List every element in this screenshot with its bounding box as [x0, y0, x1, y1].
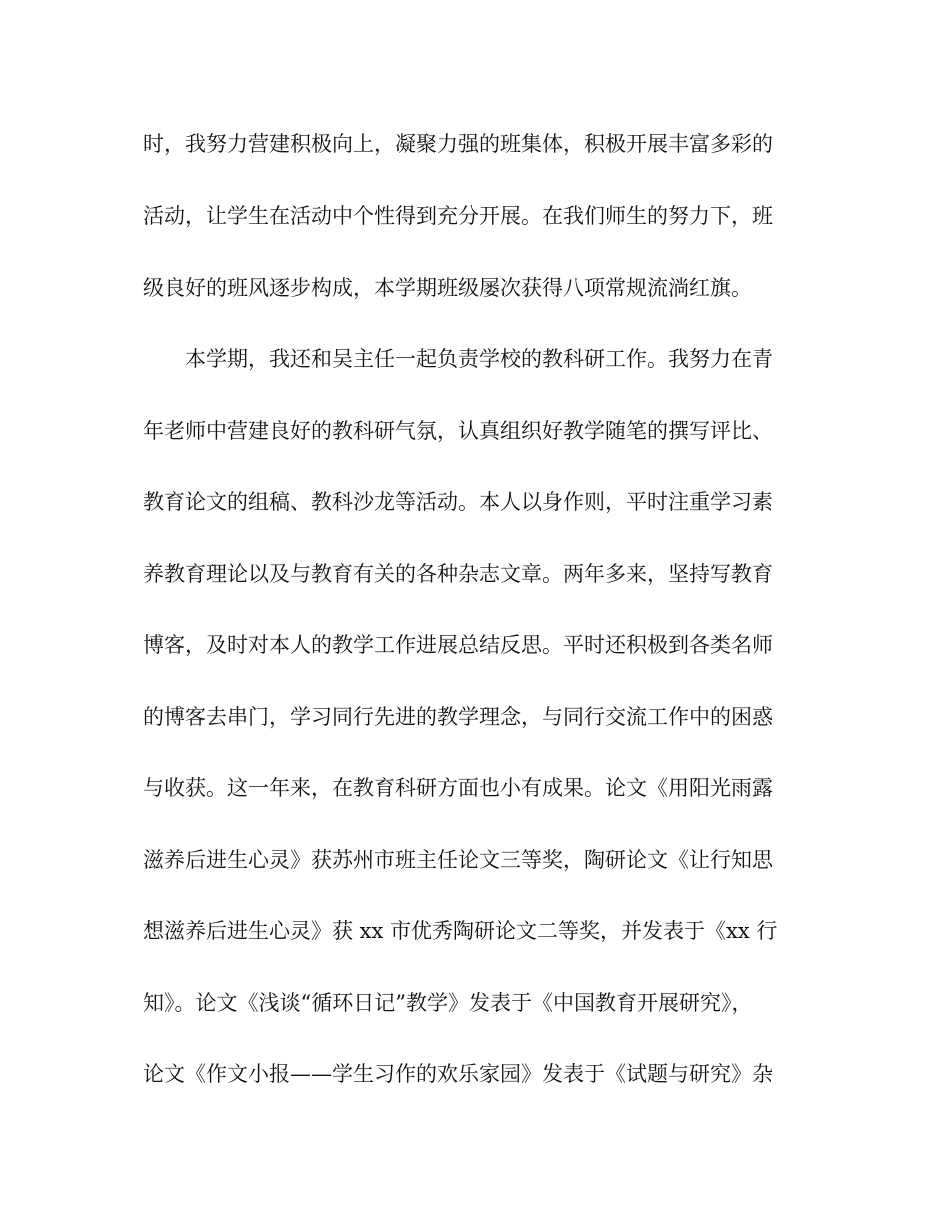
paragraph-line: 时，我努力营建积极向上，凝聚力强的班集体，积极开展丰富多彩的: [143, 132, 773, 156]
paragraph-line: 论文《作文小报——学生习作的欢乐家园》发表于《试题与研究》杂: [143, 1062, 773, 1086]
paragraph-line: 的博客去串门，学习同行先进的教学理念，与同行交流工作中的困惑: [143, 705, 773, 729]
paragraph-line: 滋养后进生心灵》获苏州市班主任论文三等奖，陶研论文《让行知思: [143, 848, 773, 872]
paragraph-line: 教育论文的组稿、教科沙龙等活动。本人以身作则，平时注重学习素: [143, 490, 773, 514]
paragraph-line: 知》。论文《浅谈“循环日记”教学》发表于《中国教育开展研究》，: [143, 991, 753, 1015]
paragraph-line: 活动，让学生在活动中个性得到充分开展。在我们师生的努力下，班: [143, 204, 773, 228]
paragraph-line: 想滋养后进生心灵》获 xx 市优秀陶研论文二等奖，并发表于《xx 行: [143, 919, 778, 943]
paragraph-line: 与收获。这一年来，在教育科研方面也小有成果。论文《用阳光雨露: [143, 776, 773, 800]
paragraph-line: 级良好的班风逐步构成，本学期班级屡次获得八项常规流淌红旗。: [143, 276, 752, 300]
paragraph-line: 养教育理论以及与教育有关的各种杂志文章。两年多来，坚持写教育: [143, 562, 773, 586]
paragraph-line: 本学期，我还和吴主任一起负责学校的教科研工作。我努力在青: [185, 347, 773, 371]
paragraph-line: 年老师中营建良好的教科研气氛，认真组织好教学随笔的撰写评比、: [143, 419, 773, 443]
paragraph-line: 博客，及时对本人的教学工作进展总结反思。平时还积极到各类名师: [143, 633, 773, 657]
